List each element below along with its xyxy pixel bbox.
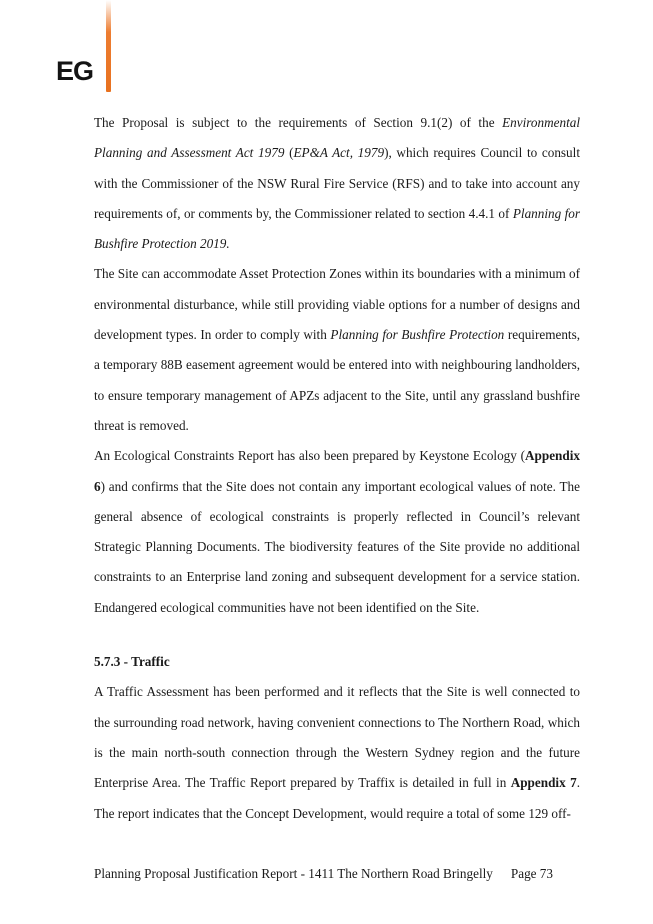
paragraph-ecological-constraints: An Ecological Constraints Report has also been prepared by Keystone Ecology (Appendix 6) and confirms that the Site does not contain any important ecological values of note. The general absence of ecological constraints is properly reflected in Council’s relevant Strategic Planning Documents. The biodiversity features of the Site provide no additional constraints to an Enterprise land zoning and subsequent development for a service station. Endangered ecological communities have not been identified on the Site. [94, 448, 580, 615]
footer-report-title: Planning Proposal Justification Report - 1411 The Northern Road Bringelly [94, 866, 493, 881]
paragraph-traffic-assessment: A Traffic Assessment has been performed and it reflects that the Site is well connected to the surrounding road network, having convenient connections to The Northern Road, which is the main north-south connection through the Western Sydney region and the future Enterprise Area. The Traffic Report prepared by Traffix is detailed in full in Appendix 7. The report indicates that the Concept Development, would require a total of some 129 off- [94, 684, 580, 821]
paragraph-bushfire-requirements: The Proposal is subject to the requirements of Section 9.1(2) of the Environmental Planning and Assessment Act 1979 (EP&A Act, 1979), which requires Council to consult with the Commissioner of the NSW Rural Fire Service (RFS) and to take into account any requirements of, or comments by, the Commissioner related to section 4.4.1 of Planning for Bushfire Protection 2019. [94, 115, 581, 252]
company-logo: EG [56, 56, 94, 86]
page-footer [94, 866, 580, 882]
page-number: Page 73 [510, 866, 553, 881]
logo-accent-bar [106, 0, 111, 92]
document-body [94, 108, 580, 829]
paragraph-asset-protection-zones: The Site can accommodate Asset Protection Zones within its boundaries with a minimum of environmental disturbance, while still providing viable options for a number of designs and development types. In order to comply with Planning for Bushfire Protection requirements, a temporary 88B easement agreement would be entered into with neighbouring landholders, to ensure temporary management of APZs adjacent to the Site, until any grassland bushfire threat is removed. [94, 266, 581, 433]
section-heading-traffic: 5.7.3 - Traffic [94, 654, 170, 670]
